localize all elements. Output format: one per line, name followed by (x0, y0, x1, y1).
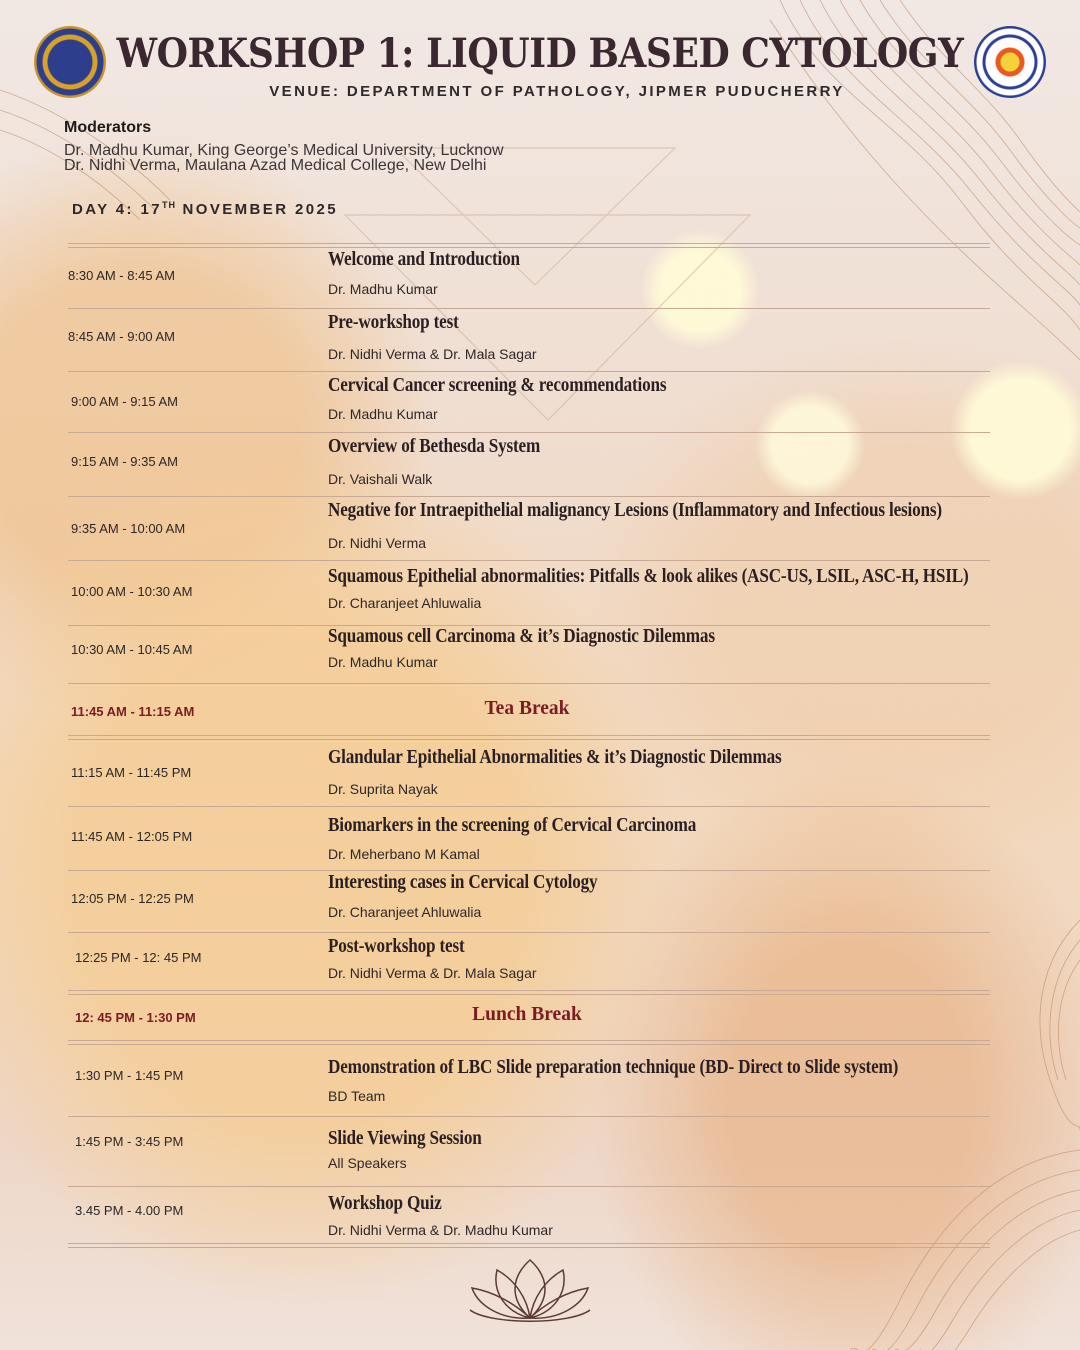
session-time: 8:30 AM - 8:45 AM (68, 268, 175, 283)
divider (68, 1243, 990, 1244)
venue-line: VENUE: DEPARTMENT OF PATHOLOGY, JIPMER PUDUCHERRY (269, 83, 845, 100)
session-speaker: Dr. Suprita Nayak (328, 781, 438, 797)
divider (68, 1186, 990, 1187)
session-time: 11:45 AM - 12:05 PM (71, 829, 193, 844)
session-speaker: Dr. Meherbano M Kamal (328, 846, 480, 862)
break-time: 11:45 AM - 11:15 AM (71, 704, 195, 719)
session-speaker: Dr. Nidhi Verma & Dr. Mala Sagar (328, 965, 537, 981)
session-time: 9:00 AM - 9:15 AM (71, 394, 178, 409)
divider (68, 371, 990, 372)
session-time: 8:45 AM - 9:00 AM (68, 329, 175, 344)
divider (68, 806, 990, 807)
tea-break-label: Tea Break (484, 698, 570, 719)
session-time: 12:05 PM - 12:25 PM (71, 891, 194, 906)
session-title: Post-workshop test (328, 936, 465, 957)
session-title: Overview of Bethesda System (328, 436, 541, 457)
session-time: 9:35 AM - 10:00 AM (71, 521, 186, 536)
session-title: Glandular Epithelial Abnormalities & it’s Diagnostic Dilemmas (328, 747, 782, 768)
session-speaker: Dr. Madhu Kumar (328, 654, 438, 670)
divider (68, 432, 990, 433)
session-title: Slide Viewing Session (328, 1128, 482, 1149)
session-time: 12:25 PM - 12: 45 PM (75, 950, 202, 965)
session-speaker: Dr. Madhu Kumar (328, 406, 438, 422)
divider (68, 308, 990, 309)
lunch-break-label: Lunch Break (472, 1004, 582, 1025)
session-title: Squamous cell Carcinoma & it’s Diagnostic Dilemmas (328, 626, 715, 647)
session-time: 9:15 AM - 9:35 AM (71, 454, 178, 469)
session-time: 3.45 PM - 4.00 PM (75, 1203, 184, 1218)
session-speaker: Dr. Nidhi Verma (328, 535, 427, 551)
session-speaker: All Speakers (328, 1155, 407, 1171)
moderators-heading: Moderators (64, 119, 152, 136)
session-title: Squamous Epithelial abnormalities: Pitfalls & look alikes (ASC-US, LSIL, ASC-H, HSIL) (328, 566, 969, 587)
session-title: Pre-workshop test (328, 312, 459, 333)
session-title: Negative for Intraepithelial malignancy Lesions (Inflammatory and Infectious lesions) (328, 500, 942, 521)
session-speaker: Dr. Charanjeet Ahluwalia (328, 595, 482, 611)
moderator-line: Dr. Madhu Kumar, King George’s Medical University, Lucknow (64, 142, 504, 159)
divider (68, 932, 990, 933)
divider (68, 560, 990, 561)
divider (68, 735, 990, 736)
divider (68, 1116, 990, 1117)
divider (68, 739, 990, 740)
divider (68, 1040, 990, 1041)
moderator-line: Dr. Nidhi Verma, Maulana Azad Medical College, New Delhi (64, 157, 487, 174)
day-date: DAY 4: 17TH NOVEMBER 2025 (72, 200, 338, 218)
divider (68, 990, 990, 991)
divider (68, 870, 990, 871)
divider (68, 994, 990, 995)
session-speaker: Dr. Nidhi Verma & Dr. Mala Sagar (328, 346, 537, 362)
session-title: Welcome and Introduction (328, 249, 520, 270)
divider (68, 1247, 990, 1248)
session-title: Interesting cases in Cervical Cytology (328, 872, 598, 893)
session-speaker: Dr. Madhu Kumar (328, 281, 438, 297)
session-speaker: BD Team (328, 1088, 386, 1104)
session-title: Cervical Cancer screening & recommendations (328, 375, 667, 396)
page-title: WORKSHOP 1: LIQUID BASED CYTOLOGY (116, 30, 964, 77)
session-speaker: Dr. Vaishali Walk (328, 471, 433, 487)
session-time: 1:45 PM - 3:45 PM (75, 1134, 184, 1149)
session-title: Biomarkers in the screening of Cervical Carcinoma (328, 815, 697, 836)
session-title: Workshop Quiz (328, 1193, 442, 1214)
session-time: 11:15 AM - 11:45 PM (71, 765, 192, 780)
divider (68, 1044, 990, 1045)
break-time: 12: 45 PM - 1:30 PM (75, 1010, 196, 1025)
divider (68, 496, 990, 497)
session-time: 10:00 AM - 10:30 AM (71, 584, 193, 599)
session-speaker: Dr. Nidhi Verma & Dr. Madhu Kumar (328, 1222, 553, 1238)
lotus-icon (470, 1260, 590, 1321)
session-time: 10:30 AM - 10:45 AM (71, 642, 193, 657)
divider (68, 243, 990, 244)
divider (68, 683, 990, 684)
divider (68, 247, 990, 248)
session-title: Demonstration of LBC Slide preparation technique (BD- Direct to Slide system) (328, 1057, 899, 1078)
session-speaker: Dr. Charanjeet Ahluwalia (328, 904, 482, 920)
session-time: 1:30 PM - 1:45 PM (75, 1068, 184, 1083)
